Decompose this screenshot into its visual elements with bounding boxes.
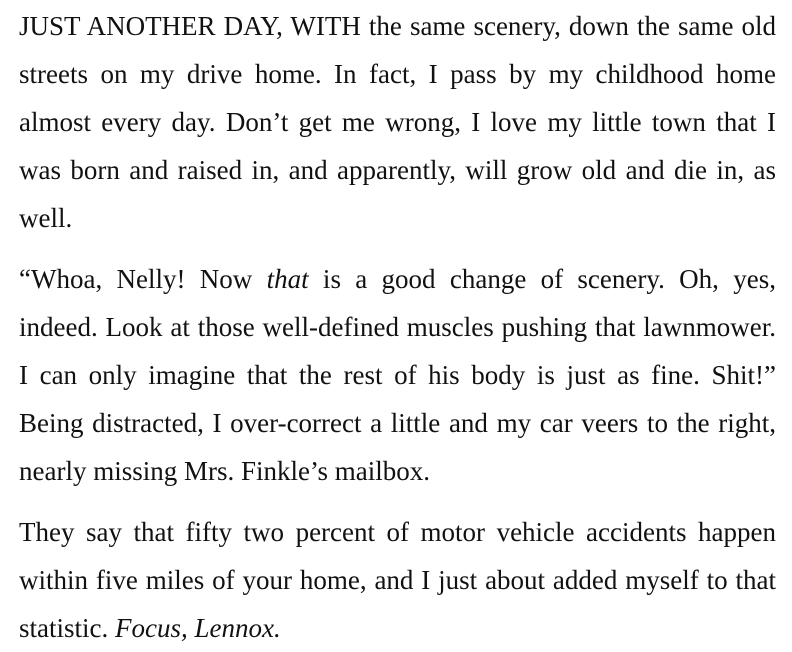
paragraph-2 — [19, 255, 776, 495]
paragraph-3-text: They say that fifty two percent of motor vehicle accidents happen within five miles of your home, and I just about added myself to that statistic. — [19, 517, 776, 643]
paragraph-1 — [19, 2, 776, 242]
paragraph-2-text-start: “Whoa, Nelly! Now — [19, 264, 267, 294]
paragraph-3 — [19, 508, 776, 652]
paragraph-2-emphasis: that — [266, 264, 309, 294]
paragraph-2-text-end: is a good change of scenery. Oh, yes, indeed. Look at those well-defined muscles pushing that lawnmower. I can only imagine that the rest of his body is just as fine. Shit!” Being distracted, I over-correct a little and my car veers to the right, nearly missing Mrs. Finkle’s mailbox. — [19, 264, 776, 486]
paragraph-1-text: JUST ANOTHER DAY, WITH the same scenery, down the same old streets on my drive home. In fact, I pass by my childhood home almost every day. Don’t get me wrong, I love my little town that I was born and raised in, and apparently, will grow old and die in, as well. — [19, 11, 776, 233]
paragraph-3-emphasis: Focus, Lennox. — [115, 613, 281, 643]
